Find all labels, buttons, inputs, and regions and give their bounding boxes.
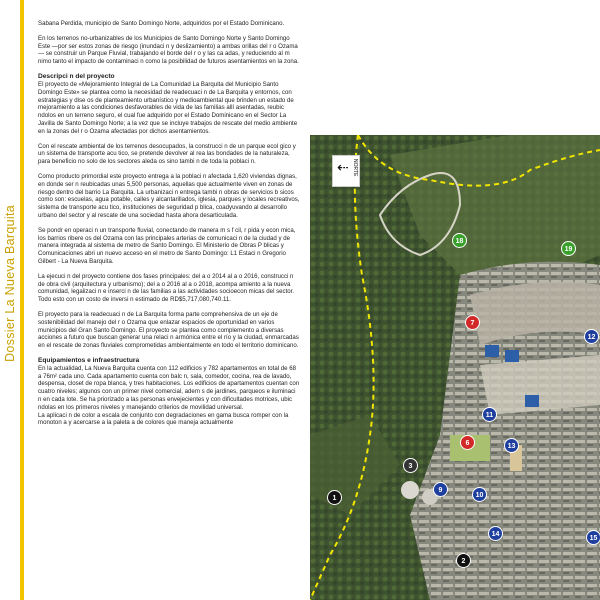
intro-paragraph-2: En los terrenos no-urbanizables de los Municipios de Santo Domingo Norte y Santo Domingo Este —por ser estos zonas de riesgo (inundaci n y deslizamiento) a ambas orillas del r o Ozama— se construir un Parque Fluvial, trabajando el borde del r o y las ca adas, y reduciendo al m nimo tanto el impacto de contaminaci n como la posibilidad de futuros asentamientos en la zona. — [38, 34, 299, 66]
dossier-title: Dossier La Nueva Barquita — [3, 205, 17, 362]
description-paragraph-3: Como producto primordial este proyecto entrega a la poblaci n afectada 1,620 viviendas dignas, en donde ser n reubicadas unas 5,500 personas, aquellas que actualmente viven en zonas de riesgo dentro del barrio La Barquita. La urbanizaci n entrega tambi n obras de servicios b sicos como son: escuelas, agua potable, calles y alcantarillados, iglesia, parques y locales recreativos, sistema de transporte acu tico, instituciones de seguridad p blica, coadyuvando al desarrollo urbano del sector y al rescate de una sociedad hasta ahora desarticulada. — [38, 172, 300, 219]
side-bar — [0, 0, 26, 600]
accent-strip — [20, 0, 24, 600]
north-indicator — [332, 155, 360, 187]
map-marker-13[interactable]: 13 — [504, 438, 519, 453]
intro-paragraph-1: Sabana Perdida, municipio de Santo Domingo Norte, adquiridos por el Estado Dominicano. — [38, 20, 285, 27]
north-arrow-icon: ⇠ — [337, 159, 349, 175]
map-marker-2[interactable]: 2 — [456, 553, 471, 568]
equipment-paragraph-1: En la actualidad, La Nueva Barquita cuenta con 112 edificios y 782 apartamentos en total de 68 a 76m² cada uno. Cada apartamento cuenta con balc n, sala, comedor, cocina, rea de lavado, despensa, closet de ropa blanca, y tres habitaciones. Los edificios de apartamentos cuentan con cuatro niveles; algunos con un primer nivel comercial, adem s de jardines, parqueos e iluminaci n en cada lote. Se ha priorizado a las personas envejecientes y con dificultades motrices, ubic ndolas en los primeros niveles y manejando criterios de movilidad universal. — [38, 364, 300, 411]
map-marker-1[interactable]: 1 — [327, 490, 342, 505]
map-marker-11[interactable]: 11 — [482, 407, 497, 422]
north-label: NORTE — [352, 159, 358, 177]
map-marker-14[interactable]: 14 — [488, 526, 503, 541]
map-marker-19[interactable]: 19 — [561, 241, 576, 256]
aerial-site-map — [310, 135, 600, 600]
description-paragraph-5: La ejecuci n del proyecto contiene dos fases principales: del a o 2014 al a o 2016, construcci n de obra civil (arquitectura y urbanismo); del a o 2016 al a o 2018, acompa amiento a la nueva comunidad, legalizaci n e inserci n de las familias a las actividades socioecon micas del sector. Todo esto con un costo de inversi n estimado de RD$5,717,080,740.11. — [38, 272, 295, 304]
map-marker-6[interactable]: 6 — [460, 435, 475, 450]
description-paragraph-6: El proyecto para la readecuaci n de La Barquita forma parte comprehensiva de un eje de sostenibilidad del manejo del r o Ozama que enlazar espacios de oportunidad en varios municipios del Gran Santo Domingo. El proyecto se plantea como complemento a diversas acciones a futuro que buscan generar una relaci n armónica entre el río y la ciudad, enmarcadas en el rescate de zonas fluviales comprometidas ambientalmente en todo el territorio dominicano. — [38, 310, 299, 350]
map-marker-18[interactable]: 18 — [452, 233, 467, 248]
description-heading: Descripci n del proyecto — [38, 72, 115, 80]
map-marker-12[interactable]: 12 — [584, 329, 599, 344]
equipment-heading: Equipamientos e infraestructura — [38, 356, 140, 364]
article-text — [38, 20, 300, 434]
map-marker-3[interactable]: 3 — [403, 458, 418, 473]
map-marker-15[interactable]: 15 — [586, 530, 600, 545]
description-paragraph-2: Con el rescate ambiental de los terrenos desocupados, la construcci n de un parque ecol gico y un sistema de transporte acu tico, se pretende devolver al rea las bondades de la naturaleza, para beneficio no solo de los sectores aleda os sino tambi n de toda la poblaci n. — [38, 142, 296, 166]
aerial-photo — [310, 135, 600, 600]
equipment-paragraph-2: La aplicaci n de color a escala de conjunto con degradaciones en gama busca romper con la monoton a y acercarse a la paleta a de colores que maneja actualmente — [38, 411, 289, 427]
description-paragraph-1: El proyecto de «Mejoramiento Integral de La Comunidad La Barquita del Municipio Santo Domingo Este» se plantea como la necesidad de readecuaci n de La Barquita y entornos, con estrategias y dise os de planteamiento urbanístico y medioambiental que brinden un estado de mejoramiento a las condiciones desfavorables de vida de las familias allí asentadas, reubic ndolos en un terreno seguro, el cual fue adquirido por el Estado Dominicano en el Sector La Javilla de Santo Domingo Norte; a la vez que se incluye trabajos de rescate del medio ambiente en la zonas del r o Ozama afectadas por dichos asentamientos. — [38, 80, 298, 135]
map-marker-9[interactable]: 9 — [433, 482, 448, 497]
description-paragraph-4: Se pondr en operaci n un transporte fluvial, conectando de manera m s f cil, r pida y econ mica, los barrios ribere os del Ozama con las principales arterias de comunicaci n de la ciudad y de manera integrada al sistema de metro de Santo Domingo. El Ministerio de Obras P blicas y Comunicaciones abri un nuevo acceso en el metro de Santo Domingo: L1 Estaci n Gregorio Gilbert - La Nueva Barquita. — [38, 226, 296, 265]
map-marker-7[interactable]: 7 — [465, 315, 480, 330]
map-marker-10[interactable]: 10 — [472, 487, 487, 502]
